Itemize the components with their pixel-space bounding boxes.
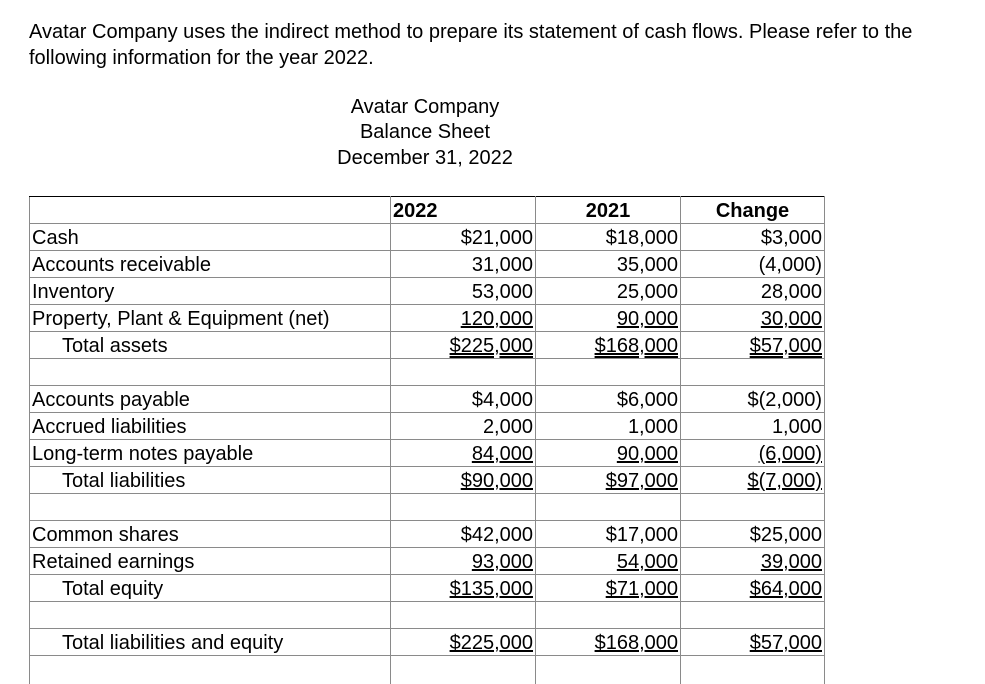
total-liabilities-row <box>30 467 825 494</box>
value-2022: $90,000 <box>391 467 536 494</box>
spacer-row <box>30 656 825 684</box>
table-row <box>30 548 825 575</box>
value-2022: 84,000 <box>391 440 536 467</box>
value-2022: 53,000 <box>391 278 536 305</box>
value-2021: $17,000 <box>536 521 681 548</box>
value-change: $64,000 <box>681 575 825 602</box>
value-change: $57,000 <box>681 332 825 359</box>
row-label: Accounts receivable <box>30 251 391 278</box>
table-row <box>30 251 825 278</box>
row-label: Total equity <box>30 575 391 602</box>
header-label-cell <box>30 197 391 224</box>
row-label: Total liabilities and equity <box>30 629 391 656</box>
value-change: $(2,000) <box>681 386 825 413</box>
value-2022: $21,000 <box>391 224 536 251</box>
value-2022: 31,000 <box>391 251 536 278</box>
value-2022: $225,000 <box>391 332 536 359</box>
spacer-row <box>30 359 825 386</box>
row-label: Property, Plant & Equipment (net) <box>30 305 391 332</box>
row-label: Accrued liabilities <box>30 413 391 440</box>
table-row <box>30 224 825 251</box>
value-2022: 120,000 <box>391 305 536 332</box>
table-row <box>30 278 825 305</box>
value-change: (4,000) <box>681 251 825 278</box>
value-change: 1,000 <box>681 413 825 440</box>
company-name: Avatar Company <box>300 95 550 120</box>
header-change: Change <box>681 197 825 224</box>
value-2021: 54,000 <box>536 548 681 575</box>
value-2021: $6,000 <box>536 386 681 413</box>
value-2022: $135,000 <box>391 575 536 602</box>
total-assets-row <box>30 332 825 359</box>
table-row <box>30 440 825 467</box>
row-label: Total liabilities <box>30 467 391 494</box>
table-row <box>30 305 825 332</box>
intro-text: Avatar Company uses the indirect method to prepare its statement of cash flows. Please refer to the following information for the year 2022. <box>29 19 979 71</box>
value-change: $3,000 <box>681 224 825 251</box>
value-change: 28,000 <box>681 278 825 305</box>
value-2021: 90,000 <box>536 305 681 332</box>
spacer-row <box>30 494 825 521</box>
row-label: Accounts payable <box>30 386 391 413</box>
header-row <box>30 197 825 224</box>
value-2022: $42,000 <box>391 521 536 548</box>
value-change: 39,000 <box>681 548 825 575</box>
value-2022: $225,000 <box>391 629 536 656</box>
table-row <box>30 521 825 548</box>
row-label: Cash <box>30 224 391 251</box>
value-change: 30,000 <box>681 305 825 332</box>
header-2021: 2021 <box>536 197 681 224</box>
statement-date: December 31, 2022 <box>300 146 550 171</box>
row-label: Total assets <box>30 332 391 359</box>
row-label: Retained earnings <box>30 548 391 575</box>
value-2021: 1,000 <box>536 413 681 440</box>
value-2021: $18,000 <box>536 224 681 251</box>
row-label: Inventory <box>30 278 391 305</box>
spacer-row <box>30 602 825 629</box>
total-liabilities-equity-row <box>30 629 825 656</box>
row-label: Long-term notes payable <box>30 440 391 467</box>
value-change: $(7,000) <box>681 467 825 494</box>
table-row <box>30 386 825 413</box>
value-change: $57,000 <box>681 629 825 656</box>
value-2021: $168,000 <box>536 332 681 359</box>
table-row <box>30 413 825 440</box>
value-2021: 90,000 <box>536 440 681 467</box>
row-label: Common shares <box>30 521 391 548</box>
value-2022: 2,000 <box>391 413 536 440</box>
header-2022: 2022 <box>391 197 536 224</box>
value-2021: 35,000 <box>536 251 681 278</box>
value-change: (6,000) <box>681 440 825 467</box>
value-2021: $71,000 <box>536 575 681 602</box>
value-2022: $4,000 <box>391 386 536 413</box>
total-equity-row <box>30 575 825 602</box>
value-2021: $97,000 <box>536 467 681 494</box>
value-2021: 25,000 <box>536 278 681 305</box>
value-change: $25,000 <box>681 521 825 548</box>
value-2022: 93,000 <box>391 548 536 575</box>
statement-title: Balance Sheet <box>300 120 550 145</box>
balance-sheet-table <box>29 196 825 684</box>
value-2021: $168,000 <box>536 629 681 656</box>
